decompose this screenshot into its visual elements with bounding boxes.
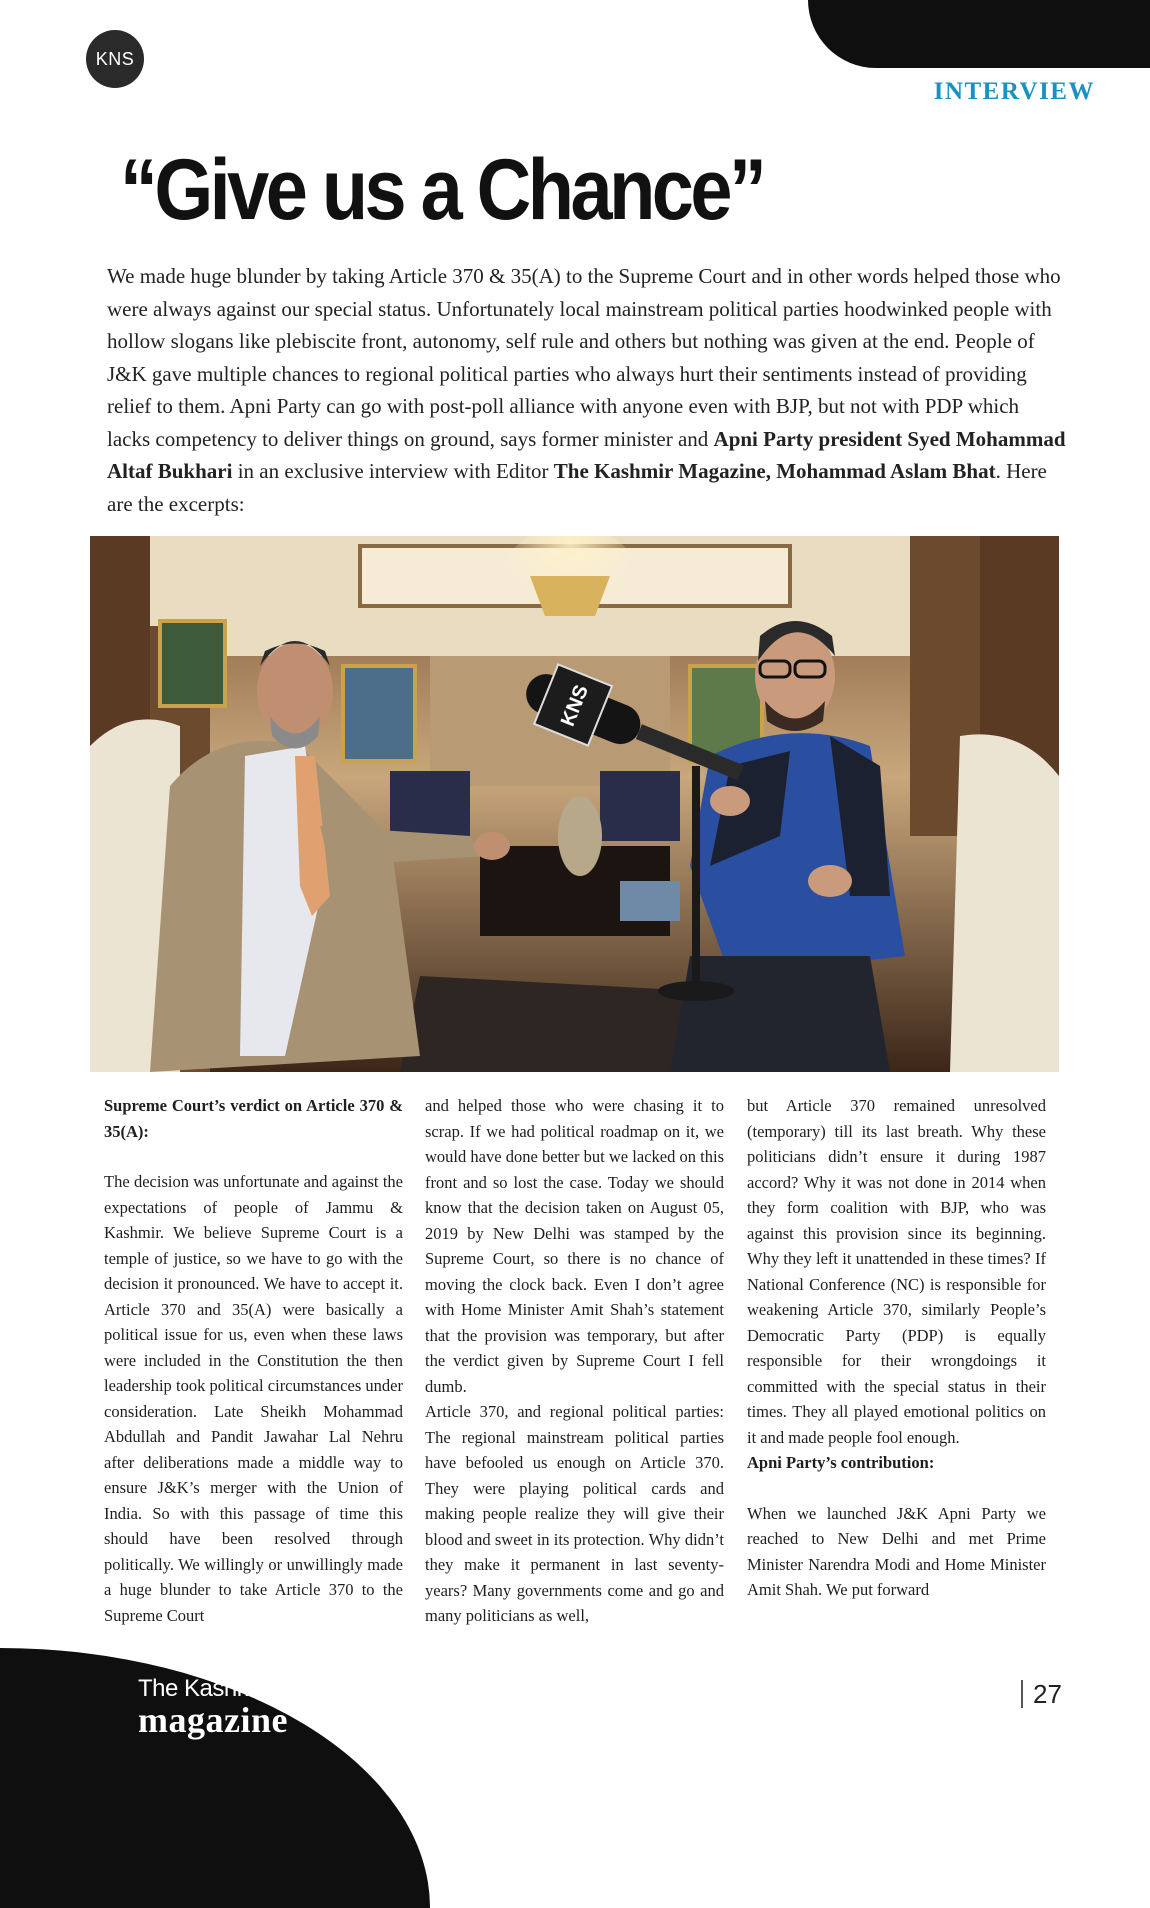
intro-bold-subject: Apni Party president Syed Mohammad Altaf Bukhari: [107, 426, 1066, 483]
article-column-1: [104, 1093, 403, 1628]
question-heading-contribution: Apni Party’s contribution:: [747, 1453, 935, 1472]
interview-photo-illustration: [90, 536, 1059, 1072]
intro-paragraph: [107, 260, 1067, 520]
column-3-para-2: When we launched J&K Apni Party we reached to New Delhi and met Prime Minister Narendra Modi and Home Minister Amit Shah. We put forward: [747, 1503, 1046, 1599]
page-number: 27: [1021, 1680, 1062, 1708]
magazine-logo-bottom: magazine: [138, 1700, 288, 1740]
top-corner-band: [808, 0, 1150, 68]
column-3-para-1: but Article 370 remained unresolved (temporary) till its last breath. Why these politicians didn’t ensure it during 1987 accord? Why it was not done in 2014 when they form coalition with BJP, who was against this provision since its beginning. Why they left it unattended in these times? If National Conference (NC) is responsible for weakening Article 370, similarly People’s Democratic Party (PDP) is equally responsible for their wrongdoings it committed with the special status in their times. They all played emotional politics on it and made people fool enough.: [747, 1096, 1046, 1447]
article-column-3: [747, 1093, 1046, 1603]
intro-middle: in an exclusive interview with Editor: [232, 459, 554, 483]
column-1-body: The decision was unfortunate and against the expectations of people of Jammu & Kashmir. We believe Supreme Court is a temple of justice, so we have to go with the decision it pronounced. We have to accept it. Article 370 and 35(A) were basically a political issue for us, even when these laws were included in the Constitution the then leadership took political circumstances under consideration. Late Sheikh Mohammad Abdullah and Pandit Jawahar Lal Nehru after deliberations made a middle way to ensure J&K’s merger with the Union of India. So with this passage of time this should have been resolved through politically. We willingly or unwillingly made a huge blunder to take Article 370 to the Supreme Court: [104, 1172, 403, 1625]
magazine-logo-top: The Kashmir: [138, 1675, 269, 1702]
question-heading-verdict: Supreme Court’s verdict on Article 370 & 35(A):: [104, 1096, 403, 1141]
section-label: INTERVIEW: [933, 78, 1095, 105]
article-column-2: [425, 1093, 724, 1629]
headline: “Give us a Chance”: [120, 142, 764, 238]
intro-end: . Here are the excerpts:: [107, 459, 1047, 516]
mic-label: KNS: [556, 682, 594, 730]
intro-text: We made huge blunder by taking Article 370 & 35(A) to the Supreme Court and in other words helped those who were always against our special status. Unfortunately local mainstream political parties hoodwinked people with hollow slogans like plebiscite front, autonomy, self rule and others but nothing was given at the end. People of J&K gave multiple chances to regional political parties who always hurt their sentiments instead of providing relief to them. Apni Party can go with post-poll alliance with anyone even with BJP, but not with PDP which lacks competency to deliver things on ground, says former minister and: [107, 264, 1061, 451]
kns-logo: KNS: [86, 30, 144, 88]
intro-bold-editor: The Kashmir Magazine, Mohammad Aslam Bhat: [553, 459, 996, 483]
interview-photo: [90, 536, 1059, 1072]
column-2-para-2: Article 370, and regional political parties: The regional mainstream political parties have befooled us enough on Article 370. They were playing political cards and making people realize they will give their blood and sweet in its protection. Why didn’t they make it permanent in last seventy-years? Many governments come and go and many politicians as well,: [425, 1402, 724, 1625]
magazine-logo: [138, 1676, 288, 1738]
column-2-para-1: and helped those who were chasing it to scrap. If we had political roadmap on it, we would have done better but we lacked on this front and so lost the case. Today we should know that the decision taken on August 05, 2019 by New Delhi was stamped by the Supreme Court, so there is no chance of moving the clock back. Even I don’t agree with Home Minister Amit Shah’s statement that the provision was temporary, but after the verdict given by Supreme Court I fell dumb.: [425, 1096, 724, 1396]
